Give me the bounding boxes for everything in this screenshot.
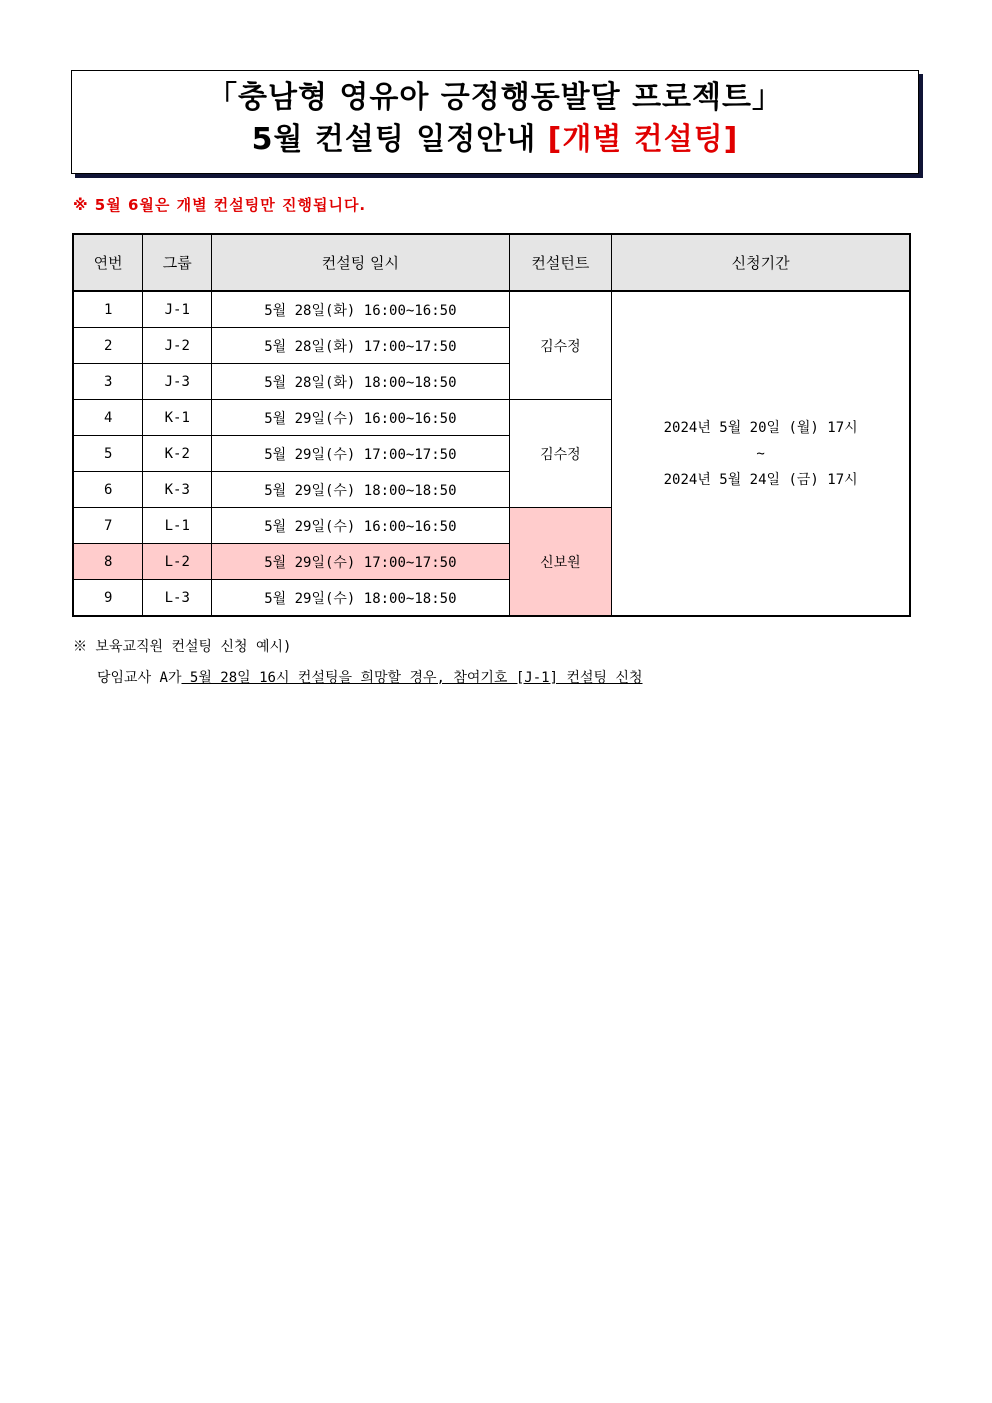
row-datetime: 5월 29일(수) 16:00~16:50 <box>212 508 509 544</box>
row-datetime: 5월 29일(수) 18:00~18:50 <box>212 580 509 617</box>
row-datetime: 5월 28일(화) 17:00~17:50 <box>212 328 509 364</box>
row-no: 5 <box>73 436 143 472</box>
row-datetime: 5월 28일(화) 18:00~18:50 <box>212 364 509 400</box>
row-no: 9 <box>73 580 143 617</box>
consultant-cell: 김수정 <box>509 400 612 508</box>
title-line-2 <box>72 119 918 161</box>
example-line-1: ※ 보육교직원 컨설팅 신청 예시) <box>73 639 292 655</box>
header-datetime: 컨설팅 일시 <box>212 234 509 291</box>
row-group: J-2 <box>143 328 212 364</box>
header-no: 연번 <box>73 234 143 291</box>
schedule-table <box>72 233 911 617</box>
row-no: 3 <box>73 364 143 400</box>
row-no: 7 <box>73 508 143 544</box>
consultant-cell-highlighted: 신보원 <box>509 508 612 617</box>
title-box <box>71 70 919 174</box>
row-group: K-3 <box>143 472 212 508</box>
period-sep: ~ <box>756 445 765 462</box>
row-no: 8 <box>73 544 143 580</box>
example-underlined: 5월 28일 16시 컨설팅을 희망할 경우, 참여기호 [J-1] 컨설팅 신청 <box>181 670 643 686</box>
header-period: 신청기간 <box>612 234 910 291</box>
row-datetime: 5월 29일(수) 18:00~18:50 <box>212 472 509 508</box>
row-no: 2 <box>73 328 143 364</box>
consultant-cell: 김수정 <box>509 291 612 400</box>
row-no: 4 <box>73 400 143 436</box>
period-cell <box>612 291 910 616</box>
title-main: 5월 컨설팅 일정안내 <box>251 122 548 157</box>
table-row <box>73 291 910 328</box>
row-datetime: 5월 29일(수) 17:00~17:50 <box>212 544 509 580</box>
row-group: K-1 <box>143 400 212 436</box>
row-datetime: 5월 29일(수) 17:00~17:50 <box>212 436 509 472</box>
example-prefix: 당임교사 A가 <box>97 670 182 686</box>
row-datetime: 5월 29일(수) 16:00~16:50 <box>212 400 509 436</box>
row-no: 1 <box>73 291 143 328</box>
example-note <box>73 632 643 694</box>
row-no: 6 <box>73 472 143 508</box>
notice-text: ※ 5월 6월은 개별 컨설팅만 진행됩니다. <box>73 196 367 214</box>
row-group: J-3 <box>143 364 212 400</box>
row-group: L-2 <box>143 544 212 580</box>
table-header-row <box>73 234 910 291</box>
title-line-1: 「충남형 영유아 긍정행동발달 프로젝트」 <box>206 80 783 115</box>
period-start: 2024년 5월 20일 (월) 17시 <box>663 419 858 436</box>
row-group: L-1 <box>143 508 212 544</box>
row-group: L-3 <box>143 580 212 617</box>
header-consultant: 컨설턴트 <box>509 234 612 291</box>
title-highlight: [개별 컨설팅] <box>547 122 739 157</box>
row-group: J-1 <box>143 291 212 328</box>
period-end: 2024년 5월 24일 (금) 17시 <box>663 471 858 488</box>
header-group: 그룹 <box>143 234 212 291</box>
row-group: K-2 <box>143 436 212 472</box>
example-line-2 <box>73 663 643 694</box>
row-datetime: 5월 28일(화) 16:00~16:50 <box>212 291 509 328</box>
